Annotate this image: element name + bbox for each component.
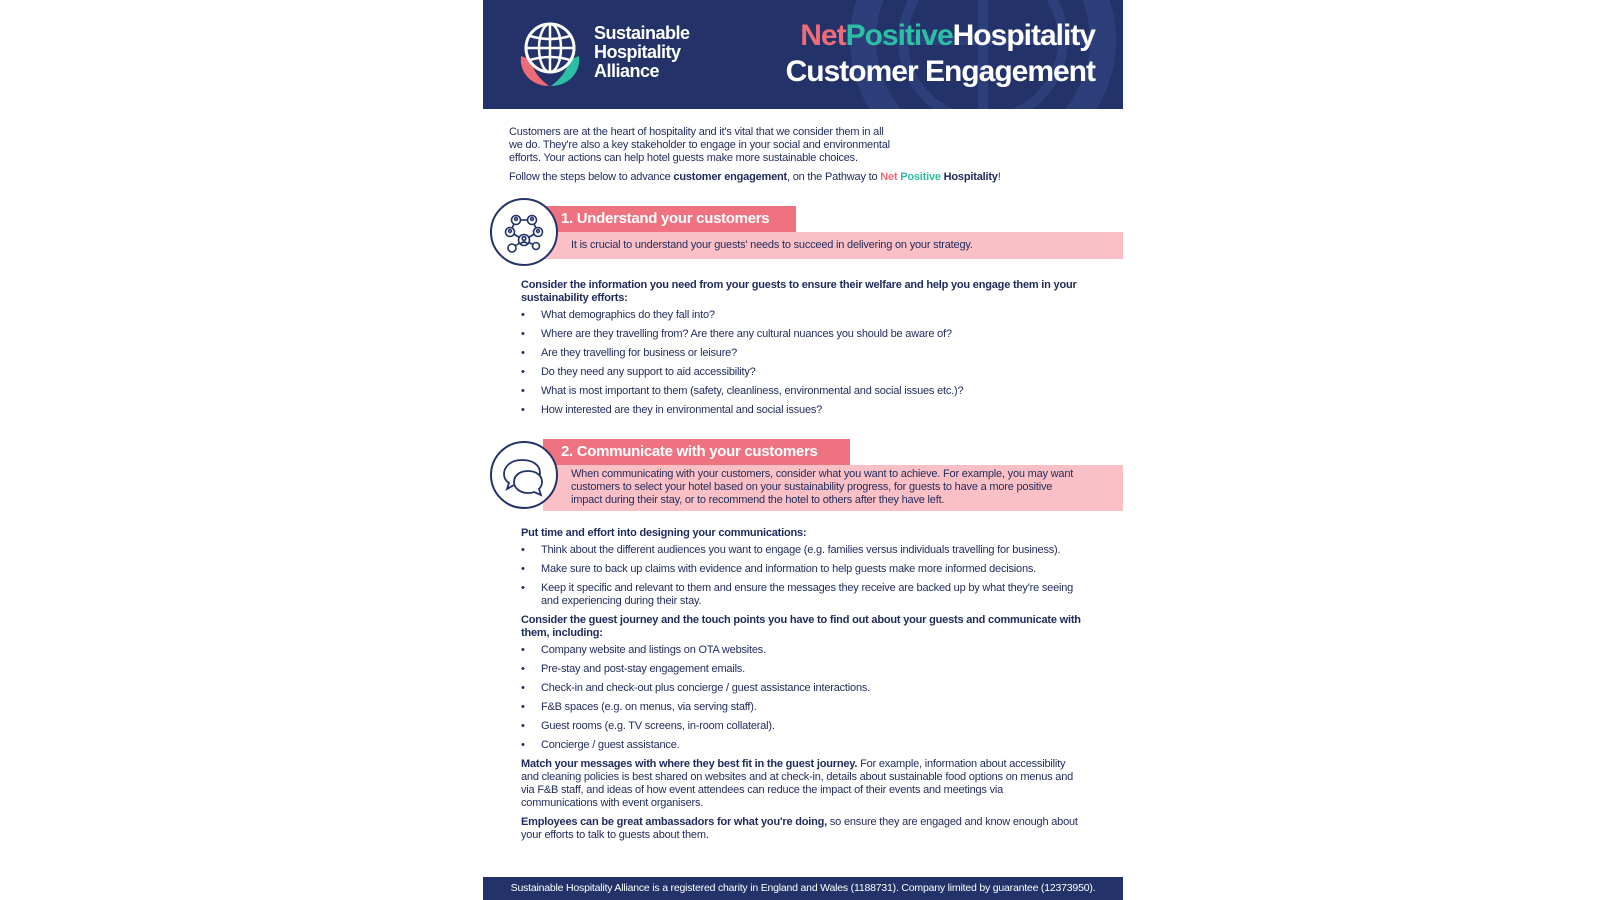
org-name-line3: Alliance <box>594 61 660 81</box>
employees-text: so ensure they are engaged and know enough about your efforts to talk to guests about them. <box>521 816 1078 841</box>
title-net: Net <box>800 19 846 52</box>
section1-title: 1. Understand your customers <box>543 206 796 232</box>
organisation-name <box>594 24 690 81</box>
list-item: • Are they travelling for business or leisure? <box>521 347 1081 360</box>
follow-middle: , on the Pathway to <box>787 171 881 183</box>
people-network-icon <box>492 200 556 264</box>
list-item: • What demographics do they fall into? <box>521 309 1081 322</box>
follow-prefix: Follow the steps below to advance <box>509 171 674 183</box>
follow-bold: customer engagement <box>673 171 787 183</box>
follow-end: ! <box>997 171 1001 183</box>
list-item: • Keep it specific and relevant to them and ensure the messages they receive are backed up by what they're seeing and experiencing during their stay. <box>521 582 1081 608</box>
list-item: • Make sure to back up claims with evidence and information to help guests make more informed decisions. <box>521 563 1081 576</box>
list-item: • F&B spaces (e.g. on menus, via serving staff). <box>521 701 1081 714</box>
list-item: • How interested are they in environmental and social issues? <box>521 404 1081 417</box>
speech-bubbles-icon <box>492 443 556 507</box>
section1-body <box>521 279 1081 423</box>
globe-hands-logo-icon <box>513 16 587 90</box>
section2-title: 2. Communicate with your customers <box>543 439 850 465</box>
section2-bullet-list-1 <box>521 544 1081 608</box>
list-item: • Think about the different audiences you want to engage (e.g. families versus individuals travelling for business). <box>521 544 1081 557</box>
list-item: • Do they need any support to aid accessibility? <box>521 366 1081 379</box>
match-messages-paragraph <box>521 758 1081 810</box>
page-title <box>786 18 1095 90</box>
section1-band: It is crucial to understand your guests' needs to succeed in delivering on your strategy. <box>543 232 1123 259</box>
list-item: • Guest rooms (e.g. TV screens, in-room collateral). <box>521 720 1081 733</box>
footer-charity-notice: Sustainable Hospitality Alliance is a registered charity in England and Wales (1188731). Company limited by guarantee (12373950). <box>483 877 1123 900</box>
section2-icon-circle <box>490 441 558 509</box>
list-item: • Where are they travelling from? Are there any cultural nuances you should be aware of? <box>521 328 1081 341</box>
follow-net: Net <box>880 171 898 183</box>
section1-icon-circle <box>490 198 558 266</box>
list-item: • Check-in and check-out plus concierge / guest assistance interactions. <box>521 682 1081 695</box>
title-positive: Positive <box>845 19 953 52</box>
section2-body <box>521 527 1081 848</box>
list-item: • What is most important to them (safety, cleanliness, environmental and social issues etc.)? <box>521 385 1081 398</box>
intro-follow-line <box>509 171 1069 184</box>
list-item: • Concierge / guest assistance. <box>521 739 1081 752</box>
intro-paragraph: Customers are at the heart of hospitality and it's vital that we consider them in all we do. They're also a key stakeholder to engage in your social and environmental efforts. Your actions can help hotel guests make more sustainable choices. <box>509 126 890 164</box>
list-item: • Company website and listings on OTA websites. <box>521 644 1081 657</box>
match-text: For example, information about accessibility and cleaning policies is best shared on websites and at check-in, details about sustainable food options on menus and via F&B staff, and ideas of how event attendees can reduce the impact of their events and meetings via communications with event organisers. <box>521 758 1074 809</box>
document-page <box>483 0 1123 900</box>
org-name-line1: Sustainable <box>594 23 690 43</box>
follow-hospitality: Hospitality <box>943 171 998 183</box>
title-hospitality: Hospitality <box>952 19 1095 52</box>
employees-bold: Employees can be great ambassadors for what you're doing, <box>521 816 828 828</box>
match-bold: Match your messages with where they best fit in the guest journey. <box>521 758 858 770</box>
section1-bullet-list <box>521 309 1081 417</box>
section2-lead2: Consider the guest journey and the touch points you have to find out about your guests and communicate with them, including: <box>521 614 1081 639</box>
section2-lead1: Put time and effort into designing your communications: <box>521 527 807 539</box>
header-banner <box>483 0 1123 109</box>
follow-positive: Positive <box>900 171 941 183</box>
title-line2: Customer Engagement <box>785 55 1095 88</box>
list-item: • Pre-stay and post-stay engagement emails. <box>521 663 1081 676</box>
org-name-line2: Hospitality <box>594 42 681 62</box>
intro-text <box>509 126 1069 184</box>
section2-bullet-list-2 <box>521 644 1081 752</box>
section1-lead: Consider the information you need from your guests to ensure their welfare and help you engage them in your sustainability efforts: <box>521 279 1077 304</box>
title-line1 <box>786 18 1095 54</box>
section2-band: When communicating with your customers, consider what you want to achieve. For example, you may want customers to select your hotel based on your sustainability progress, for guests to have a more positive impact during their stay, or to recommend the hotel to others after they have left. <box>543 465 1123 511</box>
employees-paragraph <box>521 816 1081 842</box>
